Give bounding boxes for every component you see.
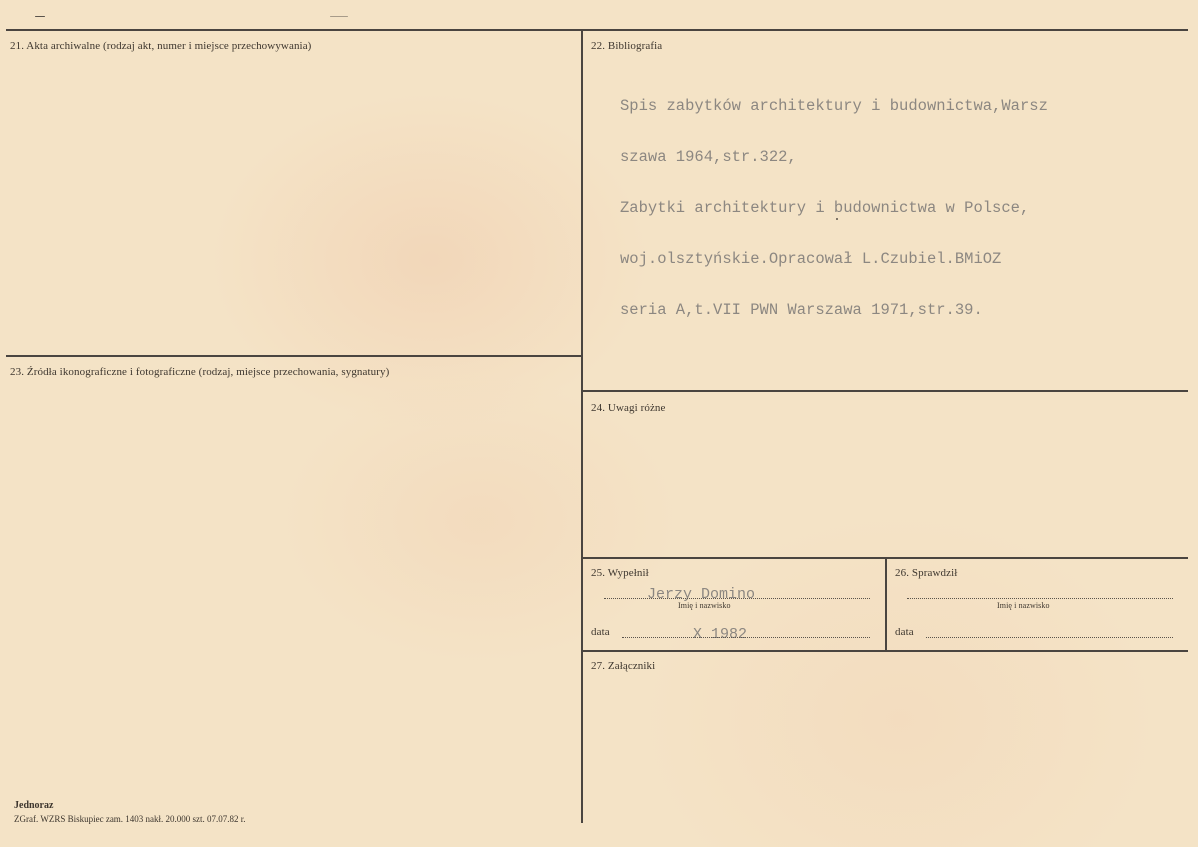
field-24-label: 24. Uwagi różne [591,402,666,414]
field-22-label: 22. Bibliografia [591,40,663,52]
divider-25-27 [583,650,1188,652]
footer-print-info: ZGraf. WZRS Biskupiec zam. 1403 nakł. 20.000 szt. 07.07.82 r. [14,814,246,824]
bibliography-line: woj.olsztyńskie.Opracował L.Czubiel.BMiOZ [620,250,1002,268]
bibliography-line: Spis zabytków architektury i budownictwa,Warsz [620,97,1048,115]
field-25-label: 25. Wypełnił [591,567,649,579]
field-23-label: 23. Źródła ikonograficzne i fotograficzne (rodzaj, miejsce przechowania, sygnatury) [10,366,390,378]
field-21-label: 21. Akta archiwalne (rodzaj akt, numer i miejsce przechowywania) [10,40,312,52]
divider-21-23 [6,355,581,357]
filled-by-date: X 1982 [693,626,748,643]
divider-25-26 [885,559,887,651]
center-divider-line [581,31,583,823]
bibliography-text [620,64,1048,353]
filled-by-date-line [622,637,870,638]
divider-22-24 [583,390,1188,392]
checked-by-name-caption: Imię i nazwisko [997,601,1050,610]
bibliography-line: szawa 1964,str.322, [620,148,797,166]
bibliography-line: seria A,t.VII PWN Warszawa 1971,str.39. [620,301,983,319]
field-26-label: 26. Sprawdził [895,567,958,579]
checked-by-date-label: data [895,626,914,638]
filled-by-date-label: data [591,626,610,638]
filled-by-name-caption: Imię i nazwisko [678,601,731,610]
filled-by-name-line [604,598,870,599]
footer-title: Jednoraz [14,800,54,811]
top-mark [330,16,348,17]
checked-by-date-line [926,637,1173,638]
checked-by-name-line [907,598,1173,599]
filled-by-name: Jerzy Domino [647,586,756,603]
bibliography-line: Zabytki architektury i budownictwa w Polsce, [620,199,1030,217]
field-27-label: 27. Załączniki [591,660,656,672]
top-border-line [6,29,1188,31]
top-mark [35,16,45,17]
paper-speck [836,218,838,220]
